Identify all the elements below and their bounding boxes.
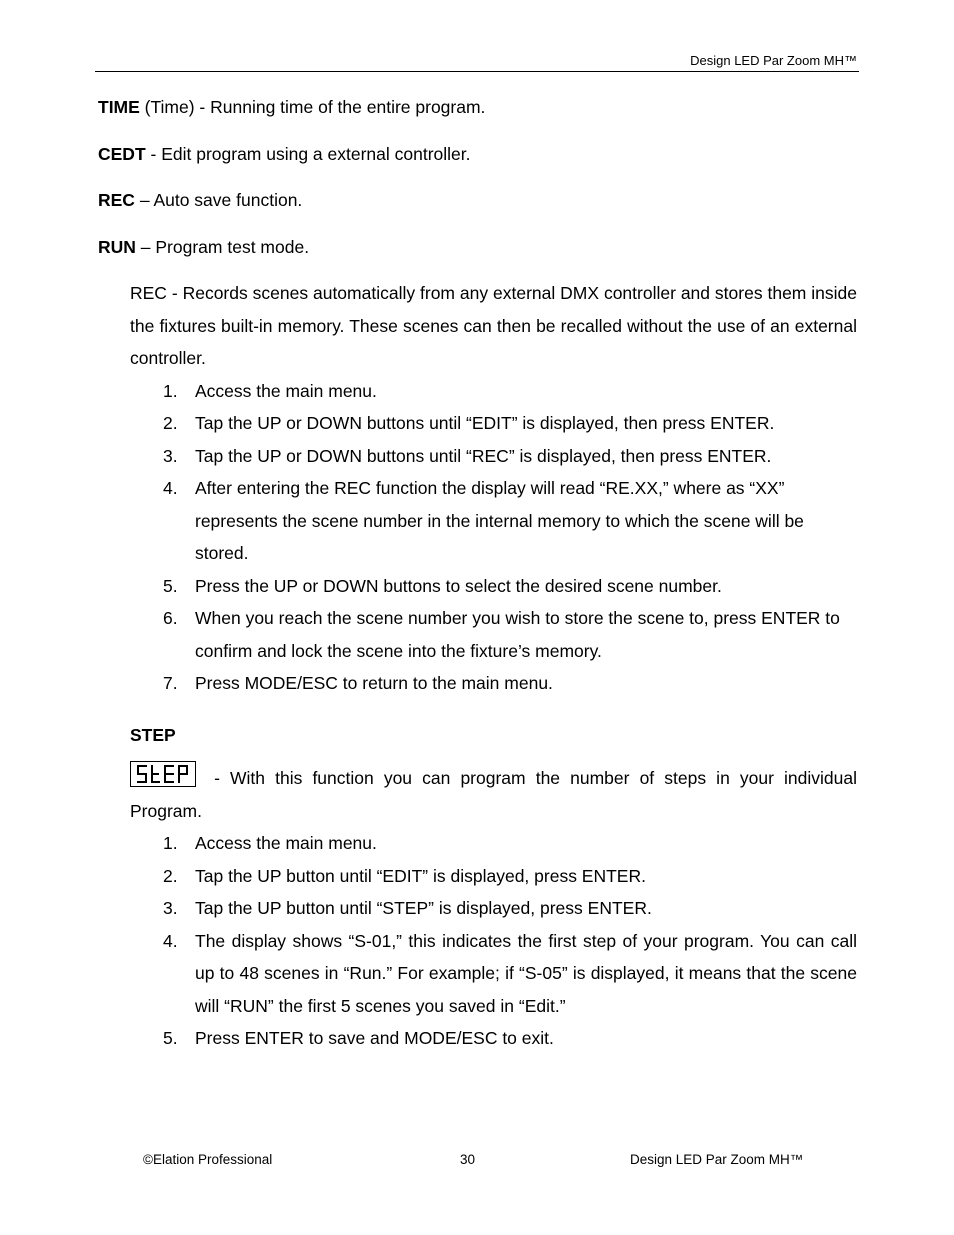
step-text: Press ENTER to save and MODE/ESC to exit. <box>195 1028 554 1048</box>
definition-cedt <box>98 143 471 165</box>
step-number: 6. <box>163 608 178 628</box>
step-text: Access the main menu. <box>195 380 377 401</box>
step-intro <box>130 761 857 827</box>
list-item <box>130 375 857 408</box>
list-item <box>130 667 857 700</box>
header-divider <box>95 71 859 72</box>
step-steps-list <box>130 827 857 1055</box>
definition-term: TIME <box>98 97 140 117</box>
list-item <box>130 407 857 440</box>
step-text: Access the main menu. <box>195 833 377 853</box>
definition-term: CEDT <box>98 144 146 164</box>
definition-run <box>98 236 309 258</box>
step-text: The display shows “S-01,” this indicates the first step of your program. You can call up to 48 scenes in “Run.” For example; if “S-05” is displayed, it means that the scene will “RUN” the first 5 scenes you saved in “Edit.” <box>195 930 857 1016</box>
step-number: 5. <box>163 1028 178 1048</box>
definition-text: – Program test mode. <box>135 237 310 257</box>
footer-page-number: 30 <box>460 1152 476 1167</box>
definition-rec <box>98 189 302 211</box>
step-text: Press the UP or DOWN buttons to select the desired scene number. <box>195 575 722 596</box>
list-item <box>130 472 857 570</box>
step-number: 7. <box>163 673 178 693</box>
step-text: After entering the REC function the display will read “RE.XX,” where as “XX” represents the scene number in the internal memory to which the scene will be stored. <box>195 478 804 563</box>
definition-text: – Auto save function. <box>134 190 303 210</box>
definition-text: (Time) - Running time of the entire program. <box>139 97 486 117</box>
step-number: 1. <box>163 833 178 853</box>
footer-copyright: ©Elation Professional <box>143 1152 273 1167</box>
step-text: Tap the UP or DOWN buttons until “REC” is displayed, then press ENTER. <box>195 445 772 466</box>
footer-title: Design LED Par Zoom MH™ <box>630 1152 804 1167</box>
step-number: 2. <box>163 413 178 433</box>
step-text: Tap the UP button until “EDIT” is displayed, press ENTER. <box>195 865 646 886</box>
list-item <box>130 860 857 893</box>
step-text: Press MODE/ESC to return to the main menu. <box>195 673 553 693</box>
step-number: 4. <box>163 930 178 951</box>
header-title: Design LED Par Zoom MH™ <box>690 53 857 68</box>
step-number: 3. <box>163 445 178 466</box>
list-item <box>130 570 857 603</box>
step-number: 1. <box>163 380 178 401</box>
list-item <box>130 925 857 1023</box>
step-text: When you reach the scene number you wish to store the scene to, press ENTER to confirm and lock the scene into the fixture’s memory. <box>195 608 840 661</box>
step-number: 5. <box>163 575 178 596</box>
definition-term: REC <box>98 190 135 210</box>
step-number: 2. <box>163 865 178 886</box>
step-heading: STEP <box>130 725 176 745</box>
list-item <box>130 1022 857 1055</box>
list-item <box>130 602 857 667</box>
step-text: Tap the UP button until “STEP” is displayed, press ENTER. <box>195 898 652 918</box>
definition-text: - Edit program using a external controller. <box>145 144 471 164</box>
definition-term: RUN <box>98 237 136 257</box>
rec-steps-list <box>130 375 857 700</box>
list-item <box>130 827 857 860</box>
list-item <box>130 892 857 925</box>
lcd-display-step-icon <box>130 761 196 787</box>
step-intro-text: - With this function you can program the number of steps in your individual Program. <box>130 768 857 821</box>
rec-section <box>130 277 857 700</box>
rec-intro: REC - Records scenes automatically from any external DMX controller and stores them inside the fixtures built-in memory. These scenes can then be recalled without the use of an external controller. <box>130 283 857 368</box>
step-number: 4. <box>163 478 178 498</box>
step-section <box>130 761 857 1055</box>
step-number: 3. <box>163 898 178 918</box>
definition-time <box>98 96 485 118</box>
step-text: Tap the UP or DOWN buttons until “EDIT” is displayed, then press ENTER. <box>195 413 775 433</box>
list-item <box>130 440 857 473</box>
